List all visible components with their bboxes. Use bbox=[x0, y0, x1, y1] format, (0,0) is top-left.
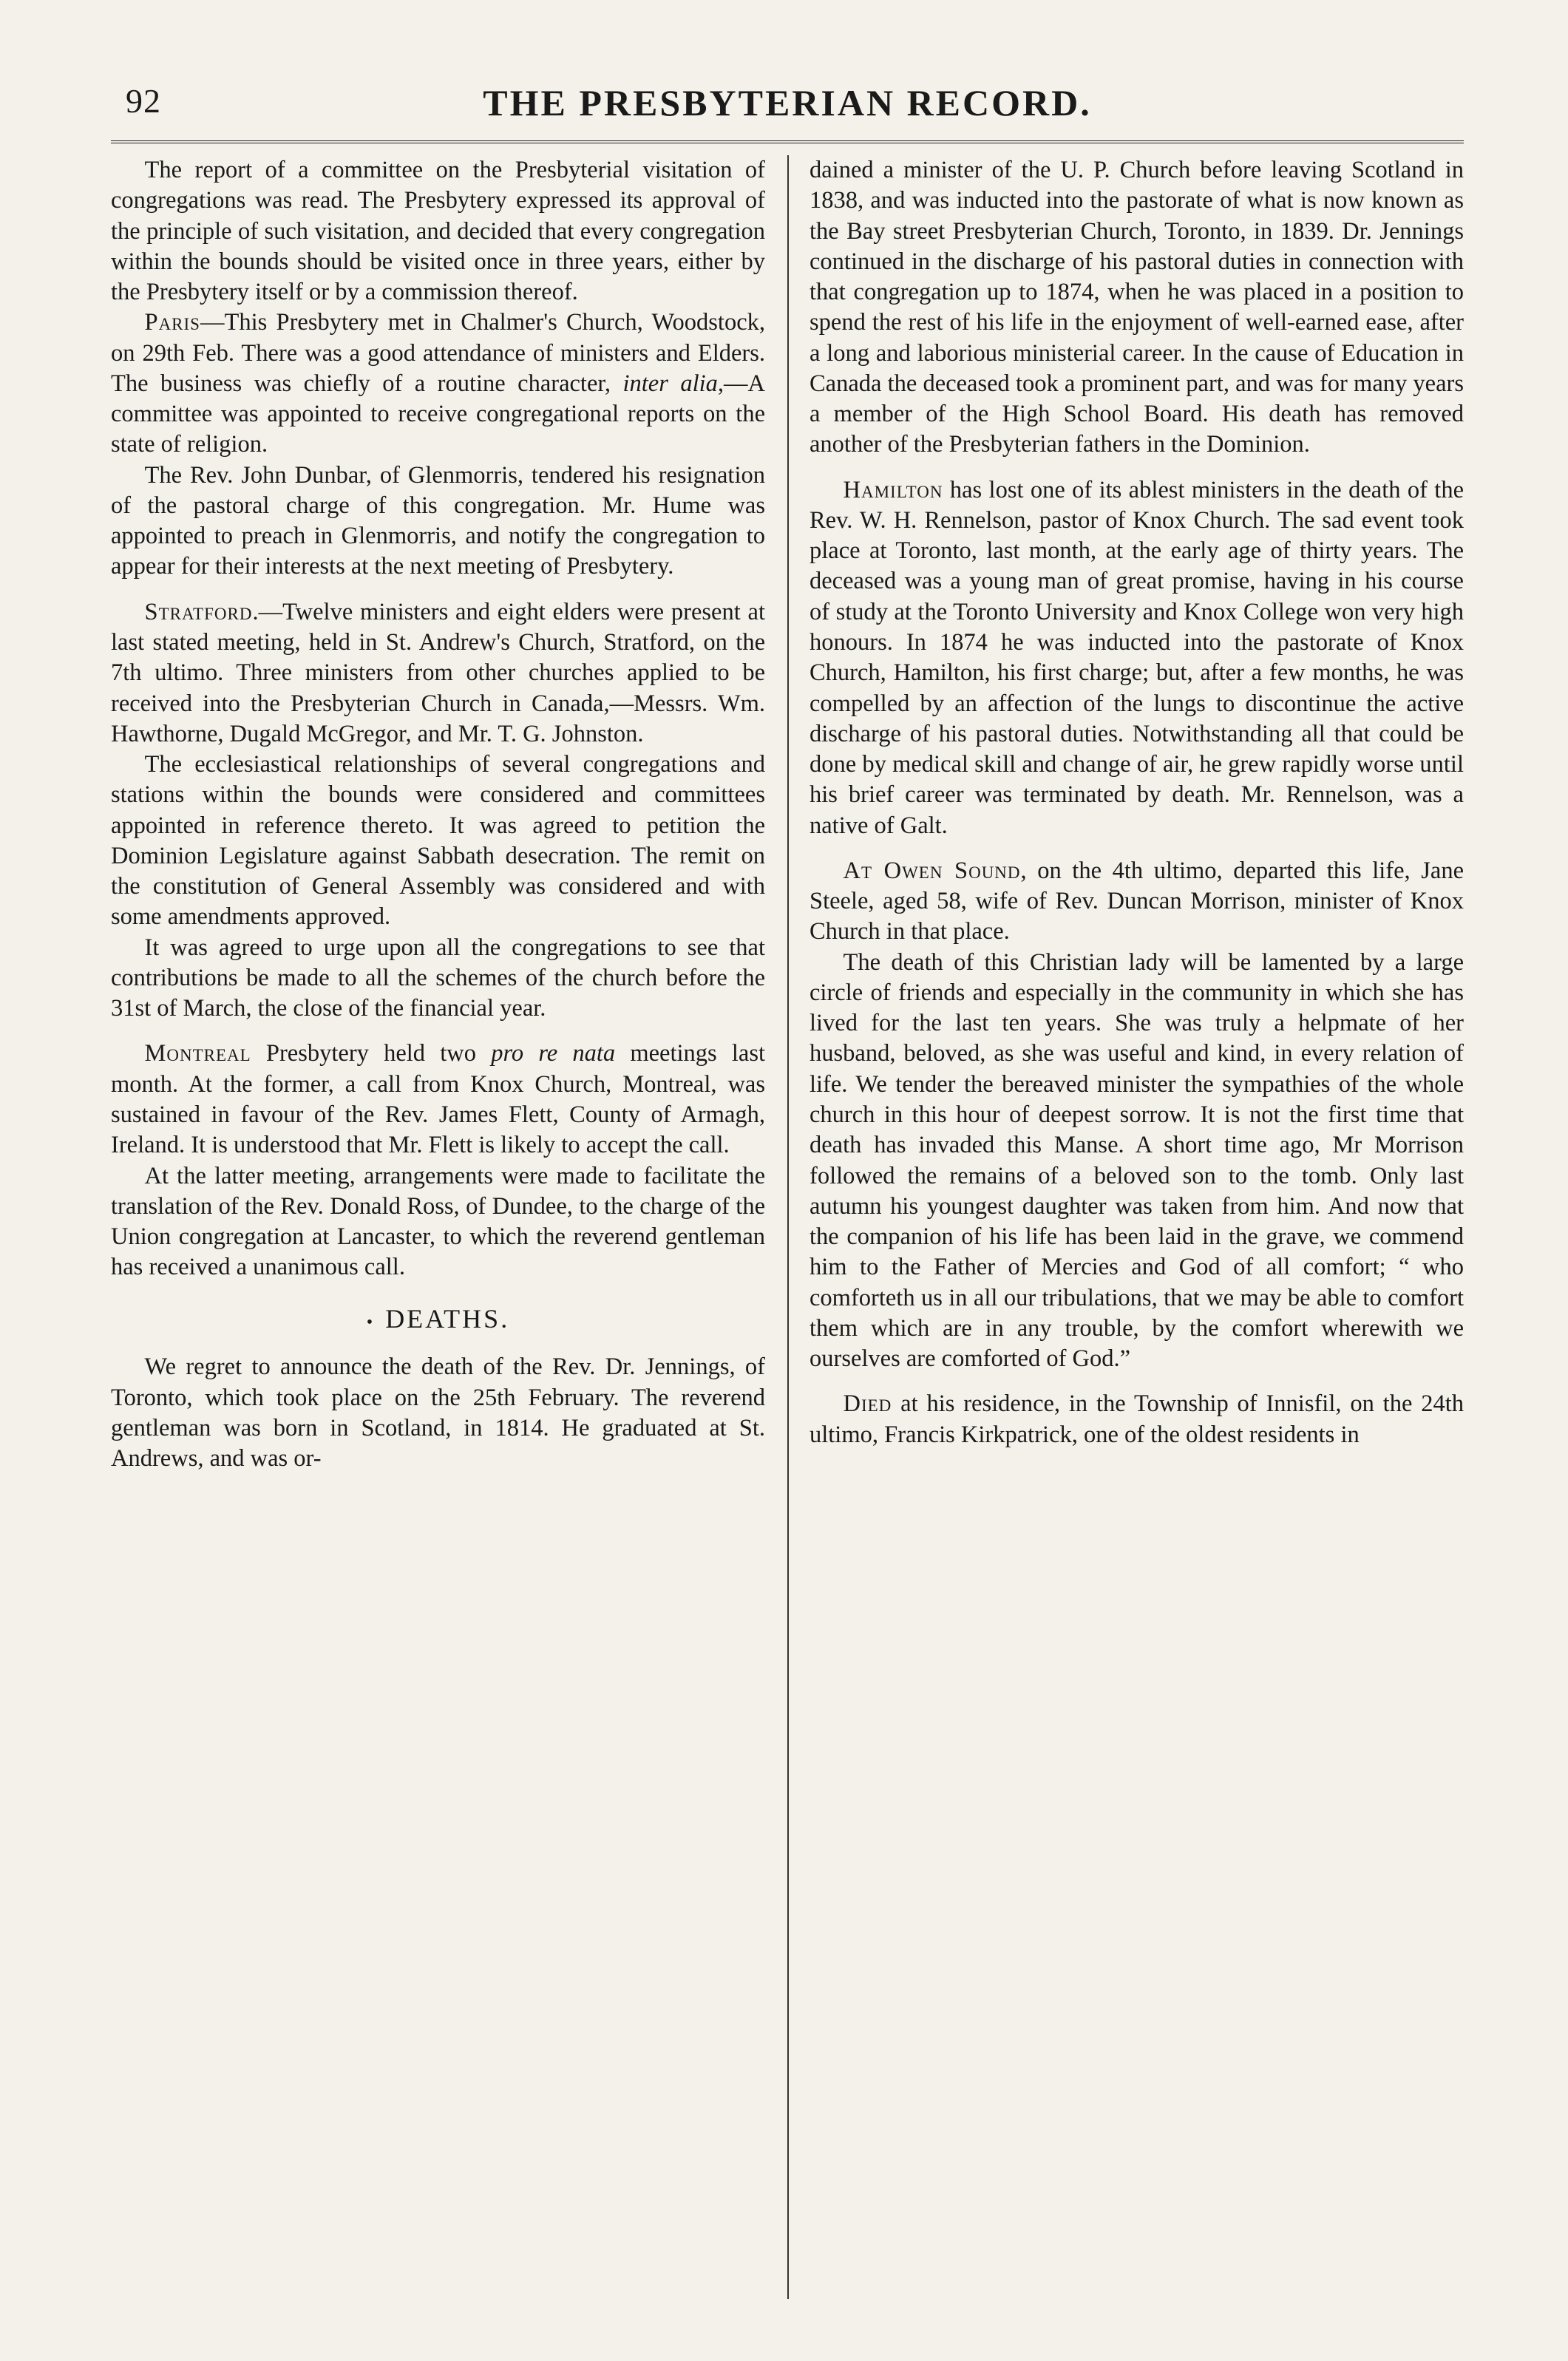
presbytery-visitation-paragraph: The report of a committee on the Presbyterial visitation of congregations was read. The Presbytery expressed its approval of the principle of such visitation, and decided that every congregation within the bounds should be visited once in three years, either by the Presbytery itself or by a commission thereof. bbox=[111, 157, 765, 306]
stratford-text: .—Twelve ministers and eight elders were present at last stated meeting, held in St. Andrew's Church, Stratford, on the 7th ultimo. Three ministers from other churches applied to be received into the Presbyterian Church in Canada,—Messrs. Wm. Hawthorne, Dugald McGregor, and Mr. T. G. Johnston. bbox=[111, 598, 765, 747]
deaths-heading-text: DEATHS. bbox=[385, 1303, 510, 1334]
newspaper-page bbox=[111, 74, 1464, 2336]
dunbar-resignation-paragraph: The Rev. John Dunbar, of Glenmorris, tendered his resignation of the pastoral charge of this congregation. Mr. Hume was appointed to preach in Glenmorris, and notify the congregation to appear for their interests at the next meeting of Presbytery. bbox=[111, 461, 765, 580]
montreal-text-2: meetings last month. At the former, a call from Knox Church, Montreal, was sustained in favour of the Rev. James Flett, County of Armagh, Ireland. It is understood that Mr. Flett is likely to accept the call. bbox=[111, 1040, 765, 1159]
ecclesiastical-paragraph: The ecclesiastical relationships of several congregations and stations within the bounds were considered and committees appointed in reference thereto. It was agreed to petition the Dominion Legislature against Sabbath desecration. The remit on the constitution of General Assembly was considered and with some amendments approved. bbox=[111, 751, 765, 931]
died-text: at his residence, in the Township of Innisfil, on the 24th ultimo, Francis Kirkpatrick, one of the oldest residents in bbox=[810, 1390, 1464, 1448]
died-lead: Died bbox=[843, 1390, 892, 1418]
hamilton-text: has lost one of its ablest ministers in the death of the Rev. W. H. Rennelson, pastor of Knox Church. The sad event took place at Toronto, last month, at the early age of thirty years. The deceased was a young man of great promise, having in his course of study at the Toronto University and Knox College won very high honours. In 1874 he was inducted into the pastorate of Knox Church, Hamilton, his first charge; but, after a few months, he was compelled by an affection of the lungs to discontinue the active discharge of his pastoral duties. Notwithstanding all that could be done by medical skill and change of air, he grew rapidly worse until his brief career was terminated by death. Mr. Rennelson, was a native of Galt. bbox=[810, 476, 1464, 839]
deaths-bullet: • bbox=[366, 1312, 376, 1332]
owen-sound-lead: At Owen Sound bbox=[843, 857, 1021, 884]
steele-tribute-paragraph: The death of this Christian lady will be lamented by a large circle of friends and especially in the community in which she has lived for the last ten years. She was truly a helpmate of her husband, beloved, as she was useful and kind, in every relation of life. We tender the bereaved minister the sympathies of the whole church in this hour of deepest sorrow. It is not the first time that death has invaded this Manse. A short time ago, Mr Morrison followed the remains of a beloved son to the tomb. Only last autumn his youngest daughter was taken from him. And now that the companion of his life has been laid in the grave, we commend him to the Father of Mercies and God of all comfort; “ who comforteth us in all our tribulations, that we may be able to comfort them which are in any trouble, by the comfort wherewith we ourselves are comforted of God.” bbox=[810, 948, 1464, 1373]
montreal-text: Presbytery held two bbox=[251, 1040, 492, 1067]
montreal-lead: Montreal bbox=[144, 1040, 251, 1067]
page-number: 92 bbox=[126, 82, 161, 120]
paris-lead: Paris bbox=[144, 309, 200, 336]
hamilton-paragraph bbox=[810, 475, 1464, 841]
montreal-paragraph bbox=[111, 1039, 765, 1161]
journal-title: THE PRESBYTERIAN RECORD. bbox=[483, 82, 1092, 123]
left-column bbox=[111, 155, 765, 2328]
jennings-continued-paragraph: dained a minister of the U. P. Church before leaving Scotland in 1838, and was inducted into the pastorate of what is now known as the Bay street Presbyterian Church, Toronto, in 1839. Dr. Jennings continued in the discharge of his pastoral duties in connection with that congregation up to 1874, when he was placed in a position to spend the rest of his life in the enjoyment of well-earned ease, after a long and laborious ministerial career. In the cause of Education in Canada the deceased took a prominent part, and was for many years a member of the High School Board. His death has removed another of the Presbyterian fathers in the Dominion. bbox=[810, 157, 1464, 458]
montreal-italic: pro re nata bbox=[491, 1040, 616, 1067]
right-column bbox=[810, 155, 1464, 2328]
paris-paragraph bbox=[111, 308, 765, 460]
owen-sound-text: , on the 4th ultimo, departed this life, Jane Steele, aged 58, wife of Rev. Duncan Morrison, minister of Knox Church in that place. bbox=[810, 857, 1464, 945]
jennings-paragraph: We regret to announce the death of the Rev. Dr. Jennings, of Toronto, which took place on the 25th February. The reverend gentleman was born in Scotland, in 1814. He graduated at St. Andrews, and was or- bbox=[111, 1353, 765, 1472]
stratford-lead: Stratford bbox=[144, 598, 253, 625]
lancaster-paragraph: At the latter meeting, arrangements were made to facilitate the translation of the Rev. Donald Ross, of Dundee, to the charge of the Union congregation at Lancaster, to which the reverend gentleman has received a unanimous call. bbox=[111, 1162, 765, 1281]
owen-sound-paragraph bbox=[810, 856, 1464, 948]
kirkpatrick-paragraph bbox=[810, 1389, 1464, 1450]
article-columns bbox=[111, 155, 1464, 2328]
deaths-heading bbox=[111, 1302, 765, 1336]
contributions-paragraph: It was agreed to urge upon all the congregations to see that contributions be made to all the schemes of the church before the 31st of March, the close of the financial year. bbox=[111, 934, 765, 1022]
paris-text-2: ,—A committee was appointed to receive congregational reports on the state of religion. bbox=[111, 370, 765, 458]
stratford-paragraph bbox=[111, 597, 765, 750]
paris-italic: inter alia bbox=[622, 370, 718, 397]
column-divider bbox=[787, 155, 789, 2299]
page-header bbox=[111, 74, 1464, 143]
hamilton-lead: Hamilton bbox=[843, 476, 943, 503]
paris-text: —This Presbytery met in Chalmer's Church, Woodstock, on 29th Feb. There was a good attendance of ministers and Elders. The business was chiefly of a routine character, bbox=[111, 309, 765, 397]
